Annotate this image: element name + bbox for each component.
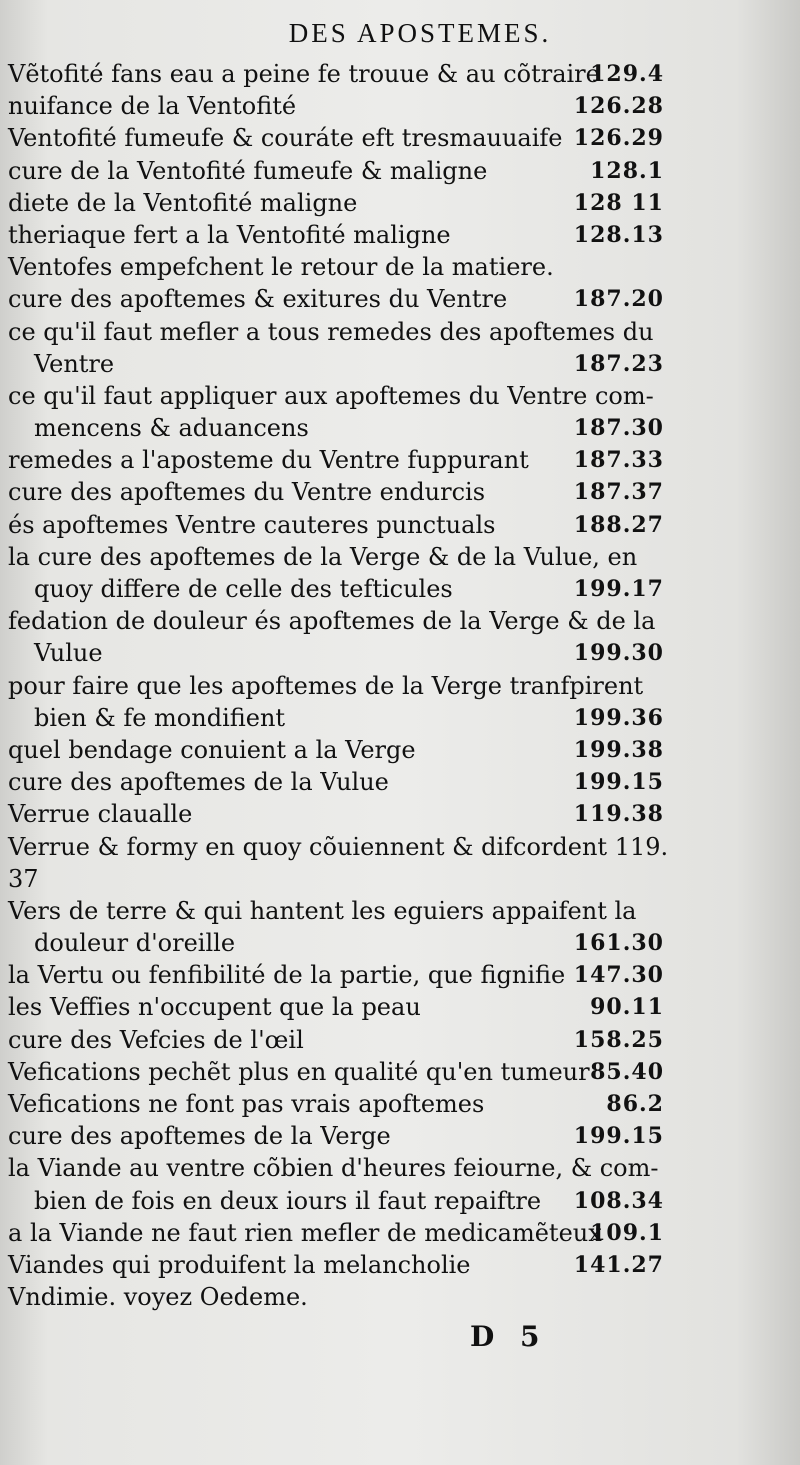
index-entry: [8, 444, 664, 476]
entry-text: Vefications pechẽt plus en qualité qu'en tumeur: [8, 1057, 590, 1086]
entry-text: Viandes qui produifent la melancholie: [8, 1250, 471, 1279]
entry-page-ref: 158.25: [573, 1026, 664, 1053]
entry-text: nuifance de la Ventofité: [8, 92, 297, 121]
index-entry: [8, 895, 664, 927]
index-entry: [8, 702, 664, 734]
entry-page-ref: 129.4: [590, 61, 664, 87]
entry-text: cure des apoftemes de la Verge: [8, 1122, 391, 1151]
entry-text: Vulue: [34, 639, 103, 668]
index-entry: [8, 670, 664, 702]
entry-page-ref: 199.15: [573, 769, 664, 796]
entry-text: Ventre: [34, 349, 115, 378]
entry-text: fedation de douleur és apoftemes de la Verge & de la: [8, 607, 656, 636]
entry-page-ref: 199.36: [573, 704, 664, 731]
index-entry: [8, 1281, 664, 1313]
entry-page-ref: 199.15: [573, 1123, 664, 1150]
entry-text: mencens & aduancens: [34, 414, 309, 443]
index-entry: [8, 927, 664, 959]
entry-text: Vndimie. voyez Oedeme.: [8, 1283, 308, 1312]
entry-page-ref: 86.2: [606, 1091, 664, 1117]
index-entry: [8, 605, 664, 637]
index-entry: [8, 316, 664, 348]
entry-text: cure des apoftemes & exitures du Ventre: [8, 285, 508, 314]
entry-text: la cure des apoftemes de la Verge & de la Vulue, en: [8, 542, 638, 571]
entry-page-ref: 147.30: [573, 962, 664, 989]
index-entry: [8, 991, 664, 1023]
entry-text: quoy differe de celle des tefticules: [34, 575, 453, 603]
entry-text: theriaque fert a la Ventofité maligne: [8, 220, 451, 249]
index-entry: [8, 1249, 664, 1281]
index-entry: [8, 90, 664, 122]
entry-page-ref: 128.13: [573, 221, 664, 248]
entry-page-ref: 161.30: [573, 930, 664, 957]
index-entry: [8, 187, 664, 219]
entry-text: és apoftemes Ventre cauteres punctuals: [8, 510, 496, 539]
entry-page-ref: 187.37: [573, 479, 664, 506]
index-entry: [8, 476, 664, 508]
entry-page-ref: 126.28: [573, 93, 664, 120]
index-entry: [8, 155, 664, 187]
entry-text: Verrue claualle: [8, 800, 193, 829]
index-entry: [8, 509, 664, 541]
index-entry: [8, 863, 664, 895]
entry-text: Ventofes empefchent le retour de la matiere.: [8, 253, 554, 282]
entry-page-ref: 126.29: [573, 125, 664, 152]
entry-text: ce qu'il faut mefler a tous remedes des apoftemes du: [8, 317, 654, 346]
index-entry: [8, 58, 664, 90]
entry-page-ref: 199.17: [573, 576, 664, 602]
signature-mark: D 5: [470, 1320, 548, 1353]
entry-page-ref: 141.27: [573, 1251, 664, 1278]
index-entry: [8, 122, 664, 154]
index-entry: [8, 283, 664, 315]
entry-text: les Veffies n'occupent que la peau: [8, 993, 421, 1022]
entry-text: 37: [8, 864, 39, 893]
entry-text: remedes a l'aposteme du Ventre fuppurant: [8, 446, 529, 475]
index-entry: [8, 1024, 664, 1056]
entry-page-ref: 128.1: [590, 157, 664, 184]
entry-text: cure des Vefcies de l'œil: [8, 1025, 304, 1054]
entry-text: pour faire que les apoftemes de la Verge tranfpirent: [8, 671, 644, 700]
index-entry: [8, 1185, 664, 1217]
entry-text: cure des apoftemes du Ventre endurcis: [8, 478, 486, 507]
entry-page-ref: 199.30: [573, 640, 664, 667]
entry-text: diete de la Ventofité maligne: [8, 188, 358, 217]
entry-page-ref: 187.23: [573, 350, 664, 377]
index-entry: [8, 1056, 664, 1088]
entry-page-ref: 187.33: [573, 447, 664, 474]
index-entries: [8, 58, 669, 1313]
index-entry: [8, 541, 664, 573]
entry-text: cure de la Ventofité fumeufe & maligne: [8, 156, 488, 185]
entry-text: bien de fois en deux iours il faut repaiftre: [34, 1186, 542, 1215]
entry-text: Vefications ne font pas vrais apoftemes: [8, 1090, 485, 1118]
index-entry: [8, 798, 664, 830]
index-entry: [8, 1088, 664, 1120]
entry-text: la Viande au ventre cõbien d'heures feiourne, & com-: [8, 1154, 659, 1183]
entry-text: douleur d'oreille: [34, 929, 236, 958]
entry-page-ref: 199.38: [573, 736, 664, 763]
entry-text: la Vertu ou fenfibilité de la partie, que fignifie: [8, 961, 566, 990]
entry-page-ref: 109.1: [590, 1219, 664, 1246]
index-entry: [8, 1217, 664, 1249]
index-entry: [8, 219, 664, 251]
entry-page-ref: 187.20: [573, 286, 664, 313]
entry-page-ref: 187.30: [573, 415, 664, 442]
index-entry: [8, 380, 664, 412]
index-entry: [8, 831, 669, 863]
index-entry: [8, 959, 664, 991]
entry-text: cure des apoftemes de la Vulue: [8, 768, 389, 797]
entry-page-ref: 128 11: [573, 189, 664, 216]
entry-page-ref: 188.27: [573, 511, 664, 538]
entry-page-ref: 90.11: [590, 994, 664, 1021]
index-entry: [8, 348, 664, 380]
entry-page-ref: 85.40: [590, 1058, 664, 1085]
entry-text: Vẽtofité fans eau a peine fe trouue & au cõtraire: [8, 60, 600, 88]
entry-text: Ventofité fumeufe & couráte eft tresmauuaife: [8, 124, 563, 153]
index-entry: [8, 1152, 664, 1184]
entry-page-ref: 108.34: [573, 1187, 664, 1214]
index-entry: [8, 766, 664, 798]
index-entry: [8, 1120, 664, 1152]
index-entry: [8, 637, 664, 669]
entry-text: Vers de terre & qui hantent les eguiers appaifent la: [8, 896, 637, 925]
entry-text: bien & fe mondifient: [34, 703, 286, 732]
entry-page-ref: 119.38: [573, 801, 664, 828]
entry-text: quel bendage conuient a la Verge: [8, 735, 416, 764]
entry-text: a la Viande ne faut rien mefler de medicamẽteux: [8, 1218, 602, 1247]
index-entry: [8, 734, 664, 766]
entry-text: Verrue & formy en quoy cõuiennent & difcordent 119.: [8, 832, 669, 861]
index-entry: [8, 251, 664, 283]
index-entry: [8, 412, 664, 444]
page-header: DES APOSTEMES.: [288, 18, 552, 48]
index-entry: [8, 573, 664, 605]
entry-text: ce qu'il faut appliquer aux apoftemes du Ventre com-: [8, 381, 654, 410]
